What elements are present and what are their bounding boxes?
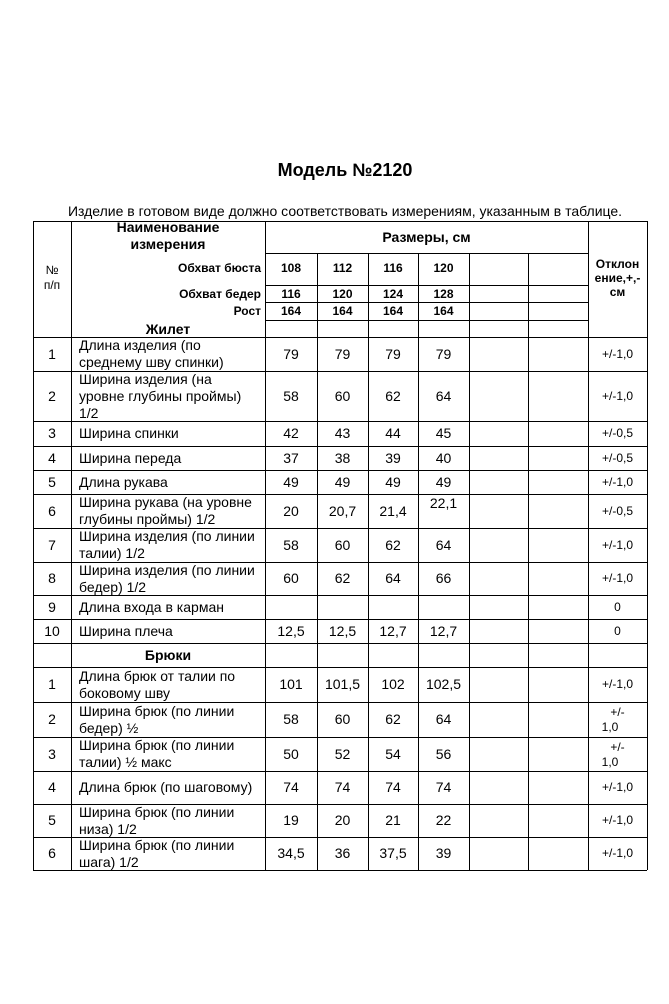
table-rule — [317, 528, 318, 562]
row-size-value: 36 — [334, 845, 351, 861]
row-measurement-name: среднему шву спинки) — [79, 354, 224, 370]
row-deviation: 1,0 — [601, 720, 619, 734]
table-rule — [469, 643, 470, 667]
table-rule — [528, 421, 529, 446]
table-rule — [317, 595, 318, 619]
row-size-value: 38 — [334, 449, 351, 466]
row-number: 8 — [48, 570, 56, 586]
table-rule — [469, 446, 470, 470]
size-hips-value: 116 — [281, 287, 301, 301]
table-rule — [418, 837, 419, 870]
size-hips-value: 120 — [332, 287, 353, 301]
row-size-value: 74 — [283, 779, 299, 795]
table-rule — [528, 371, 529, 421]
table-rule — [418, 371, 419, 421]
table-rule — [33, 470, 647, 471]
table-rule — [33, 870, 647, 871]
table-rule — [265, 285, 588, 286]
table-rule — [33, 446, 647, 447]
table-rule — [418, 253, 419, 337]
table-rule — [469, 771, 470, 804]
row-size-value: 60 — [334, 387, 351, 404]
table-rule — [33, 619, 647, 620]
header-bust-label: Обхват бюста — [178, 261, 261, 275]
row-size-value: 74 — [334, 779, 351, 795]
row-measurement-name: шага) 1/2 — [79, 853, 139, 870]
table-rule — [265, 253, 588, 254]
row-number: 4 — [48, 779, 56, 795]
table-rule — [469, 737, 470, 771]
row-size-value: 64 — [435, 387, 452, 404]
table-rule — [317, 446, 318, 470]
row-number: 3 — [48, 425, 56, 441]
table-rule — [469, 528, 470, 562]
row-measurement-name: Длина брюк (по шаговому) — [79, 779, 253, 795]
size-bust-value: 108 — [280, 261, 302, 275]
table-rule — [317, 771, 318, 804]
row-deviation: +/-0,5 — [601, 450, 634, 465]
row-measurement-name: уровне глубины проймы) — [79, 387, 242, 404]
row-size-value: 102,5 — [425, 676, 462, 692]
row-measurement-name: Длина изделия (по — [79, 337, 201, 353]
table-rule — [469, 702, 470, 737]
row-measurement-name: Ширина брюк (по линии — [79, 737, 235, 753]
header-no-label: № — [45, 263, 59, 277]
table-rule — [317, 619, 318, 643]
row-size-value: 34,5 — [277, 845, 305, 861]
row-deviation: +/-1,0 — [601, 780, 634, 794]
row-size-value: 42 — [283, 425, 299, 441]
row-number: 2 — [48, 387, 56, 404]
table-rule — [418, 421, 419, 446]
row-size-value: 101,5 — [324, 676, 361, 692]
table-rule — [528, 337, 529, 371]
table-rule — [418, 804, 419, 837]
row-number: 3 — [48, 745, 56, 762]
table-rule — [528, 494, 529, 528]
row-size-value: 58 — [283, 387, 299, 404]
table-rule — [33, 421, 647, 422]
table-rule — [528, 470, 529, 494]
row-size-value: 37,5 — [379, 845, 407, 861]
table-rule — [469, 804, 470, 837]
table-rule — [317, 371, 318, 421]
table-rule — [418, 494, 419, 528]
row-size-value: 49 — [334, 473, 351, 490]
row-measurement-name: Ширина спинки — [79, 425, 179, 441]
row-deviation: 1,0 — [601, 755, 619, 769]
row-measurement-name: Длина рукава — [79, 473, 168, 490]
table-rule — [317, 470, 318, 494]
row-size-value: 43 — [334, 425, 351, 441]
row-measurement-name: Ширина плеча — [79, 622, 173, 639]
row-measurement-name: Длина брюк от талии по — [79, 667, 236, 684]
table-rule — [469, 421, 470, 446]
row-size-value: 37 — [283, 449, 299, 466]
table-rule — [368, 337, 369, 371]
table-rule — [469, 562, 470, 595]
row-number: 4 — [48, 449, 56, 466]
table-rule — [418, 562, 419, 595]
row-size-value: 12,5 — [328, 622, 357, 639]
table-rule — [368, 595, 369, 619]
table-rule — [317, 643, 318, 667]
table-rule — [418, 595, 419, 619]
row-size-value: 45 — [435, 425, 452, 441]
table-rule — [418, 470, 419, 494]
row-deviation: +/-1,0 — [601, 813, 634, 827]
table-rule — [528, 562, 529, 595]
row-number: 1 — [48, 345, 56, 362]
table-rule — [528, 446, 529, 470]
table-rule — [469, 253, 470, 337]
table-rule — [368, 804, 369, 837]
row-size-value: 20 — [334, 812, 351, 828]
table-rule — [469, 595, 470, 619]
table-rule — [528, 702, 529, 737]
table-rule — [418, 619, 419, 643]
table-rule — [469, 837, 470, 870]
size-bust-value: 120 — [433, 261, 454, 275]
row-measurement-name: Длина входа в карман — [79, 598, 224, 615]
row-size-value: 102 — [381, 676, 405, 692]
row-deviation: +/-1,0 — [601, 388, 634, 403]
row-deviation: +/-1,0 — [601, 346, 634, 361]
row-measurement-name: Ширина изделия (по линии — [79, 528, 255, 544]
table-rule — [71, 221, 72, 870]
row-size-value: 79 — [334, 345, 351, 362]
row-size-value: 58 — [283, 711, 299, 727]
row-size-value: 62 — [385, 711, 401, 727]
table-rule — [469, 494, 470, 528]
row-size-value: 49 — [283, 473, 299, 490]
table-rule — [368, 371, 369, 421]
row-size-value: 66 — [435, 570, 452, 586]
row-deviation: +/-1,0 — [601, 537, 634, 552]
table-rule — [317, 702, 318, 737]
row-size-value: 56 — [435, 745, 452, 762]
table-rule — [265, 302, 588, 303]
row-size-value: 12,7 — [379, 622, 407, 639]
table-rule — [368, 667, 369, 702]
row-measurement-name: боковому шву — [79, 684, 170, 701]
row-size-value: 44 — [385, 425, 401, 441]
table-rule — [418, 737, 419, 771]
table-rule — [368, 771, 369, 804]
row-deviation: +/-1,0 — [601, 846, 634, 860]
row-size-value: 22,1 — [429, 495, 458, 511]
row-number: 6 — [48, 845, 56, 861]
table-rule — [418, 643, 419, 667]
table-rule — [418, 702, 419, 737]
header-name-label: Наименование — [116, 219, 220, 235]
table-rule — [469, 371, 470, 421]
row-deviation: +/-0,5 — [601, 503, 634, 518]
page-title: Модель №2120 — [277, 160, 413, 180]
section-title-vest: Жилет — [145, 321, 191, 337]
header-deviation-label: Отклон — [595, 257, 640, 271]
header-no-label: п/п — [43, 278, 61, 292]
row-size-value: 101 — [279, 676, 303, 692]
row-size-value: 39 — [435, 845, 452, 861]
row-size-value: 12,5 — [277, 622, 305, 639]
table-rule — [528, 837, 529, 870]
table-rule — [317, 337, 318, 371]
table-rule — [317, 562, 318, 595]
row-number: 2 — [48, 711, 56, 727]
row-measurement-name: Ширина брюк (по линии — [79, 702, 235, 719]
header-hips-label: Обхват бедер — [179, 287, 261, 301]
row-deviation: 0 — [614, 599, 621, 614]
row-measurement-name: бедер) 1/2 — [79, 578, 147, 595]
table-rule — [368, 562, 369, 595]
table-rule — [33, 595, 647, 596]
header-name-label: измерения — [130, 236, 206, 252]
row-size-value: 64 — [385, 570, 401, 586]
row-measurement-name: Ширина рукава (на уровне — [79, 494, 252, 510]
row-size-value: 39 — [385, 449, 401, 466]
row-measurement-name: 1/2 — [79, 404, 99, 421]
row-size-value: 50 — [283, 745, 299, 762]
table-rule — [368, 494, 369, 528]
size-height-value: 164 — [280, 304, 302, 318]
row-measurement-name: талии) ½ макс — [79, 754, 172, 770]
table-rule — [317, 667, 318, 702]
table-rule — [317, 737, 318, 771]
header-deviation-label: см — [609, 285, 626, 299]
row-size-value: 60 — [283, 570, 299, 586]
row-size-value: 62 — [385, 536, 401, 553]
table-rule — [368, 737, 369, 771]
row-number: 5 — [48, 473, 56, 490]
table-rule — [368, 470, 369, 494]
row-measurement-name: Ширина брюк (по линии — [79, 836, 235, 853]
table-rule — [368, 619, 369, 643]
table-rule — [265, 320, 588, 321]
row-size-value: 12,7 — [429, 622, 458, 639]
table-rule — [528, 528, 529, 562]
row-size-value: 20 — [283, 502, 299, 519]
table-rule — [418, 771, 419, 804]
table-rule — [469, 619, 470, 643]
row-number: 7 — [48, 536, 56, 553]
table-rule — [528, 643, 529, 667]
row-measurement-name: низа) 1/2 — [79, 820, 137, 837]
size-bust-value: 116 — [383, 261, 403, 275]
table-rule — [368, 702, 369, 737]
row-deviation: +/-1,0 — [601, 571, 634, 585]
table-rule — [317, 804, 318, 837]
section-title-trousers: Брюки — [144, 647, 192, 663]
row-number: 5 — [48, 812, 56, 828]
table-rule — [418, 667, 419, 702]
row-number: 9 — [48, 598, 56, 615]
table-rule — [528, 737, 529, 771]
row-deviation: +/- — [610, 705, 625, 719]
row-size-value: 60 — [334, 536, 351, 553]
table-rule — [368, 528, 369, 562]
table-rule — [528, 667, 529, 702]
row-size-value: 79 — [283, 345, 299, 362]
row-size-value: 64 — [435, 536, 452, 553]
table-rule — [317, 494, 318, 528]
table-rule — [317, 253, 318, 337]
table-rule — [528, 253, 529, 337]
size-hips-value: 128 — [433, 287, 454, 301]
row-number: 6 — [48, 502, 56, 519]
table-rule — [528, 619, 529, 643]
row-size-value: 54 — [385, 745, 401, 762]
row-deviation: +/-1,0 — [601, 474, 634, 489]
row-size-value: 74 — [435, 779, 452, 795]
row-deviation: +/- — [610, 740, 625, 754]
table-rule — [528, 595, 529, 619]
row-size-value: 49 — [385, 473, 401, 490]
row-size-value: 19 — [283, 812, 299, 828]
header-sizes-label: Размеры, см — [382, 229, 471, 245]
table-rule — [33, 771, 647, 772]
size-bust-value: 112 — [332, 261, 353, 275]
table-rule — [418, 528, 419, 562]
row-size-value: 62 — [385, 387, 401, 404]
page-subtitle: Изделие в готовом виде должно соответствовать измерениям, указанным в таблице. — [67, 203, 623, 219]
row-size-value: 62 — [334, 570, 351, 586]
row-size-value: 60 — [334, 711, 351, 727]
row-measurement-name: Ширина брюк (по линии — [79, 803, 235, 820]
row-deviation: 0 — [614, 623, 621, 638]
row-size-value: 22 — [435, 812, 452, 828]
table-rule — [469, 470, 470, 494]
row-size-value: 58 — [283, 536, 299, 553]
row-size-value: 64 — [435, 711, 452, 727]
table-rule — [469, 337, 470, 371]
table-rule — [33, 643, 647, 644]
size-hips-value: 124 — [382, 287, 404, 301]
row-size-value: 49 — [435, 473, 452, 490]
table-rule — [368, 643, 369, 667]
size-height-value: 164 — [433, 304, 454, 318]
row-size-value: 79 — [385, 345, 401, 362]
size-height-value: 164 — [332, 304, 353, 318]
row-measurement-name: талии) 1/2 — [79, 545, 145, 561]
table-rule — [368, 421, 369, 446]
table-rule — [528, 771, 529, 804]
row-size-value: 52 — [334, 745, 351, 762]
row-measurement-name: глубины проймы) 1/2 — [79, 511, 216, 527]
table-rule — [528, 804, 529, 837]
row-size-value: 21 — [385, 812, 401, 828]
row-size-value: 40 — [435, 449, 452, 466]
table-rule — [368, 837, 369, 870]
row-size-value: 74 — [385, 779, 401, 795]
header-height-label: Рост — [233, 304, 261, 318]
table-rule — [469, 667, 470, 702]
table-rule — [418, 446, 419, 470]
row-deviation: +/-0,5 — [601, 426, 634, 440]
table-rule — [317, 837, 318, 870]
row-measurement-name: бедер) ½ — [79, 719, 139, 736]
table-rule — [368, 253, 369, 337]
row-deviation: +/-1,0 — [601, 677, 634, 691]
row-size-value: 20,7 — [328, 502, 357, 519]
table-rule — [418, 337, 419, 371]
row-measurement-name: Ширина изделия (на — [79, 370, 212, 387]
row-number: 1 — [48, 676, 56, 692]
header-deviation-label: ение,+,- — [594, 271, 641, 285]
table-rule — [317, 421, 318, 446]
row-measurement-name: Ширина изделия (по линии — [79, 561, 255, 578]
row-measurement-name: Ширина переда — [79, 449, 182, 466]
table-rule — [368, 446, 369, 470]
row-size-value: 79 — [435, 345, 452, 362]
row-size-value: 21,4 — [379, 502, 407, 519]
table-right-border — [647, 221, 648, 870]
size-height-value: 164 — [382, 304, 404, 318]
row-number: 10 — [44, 622, 60, 639]
